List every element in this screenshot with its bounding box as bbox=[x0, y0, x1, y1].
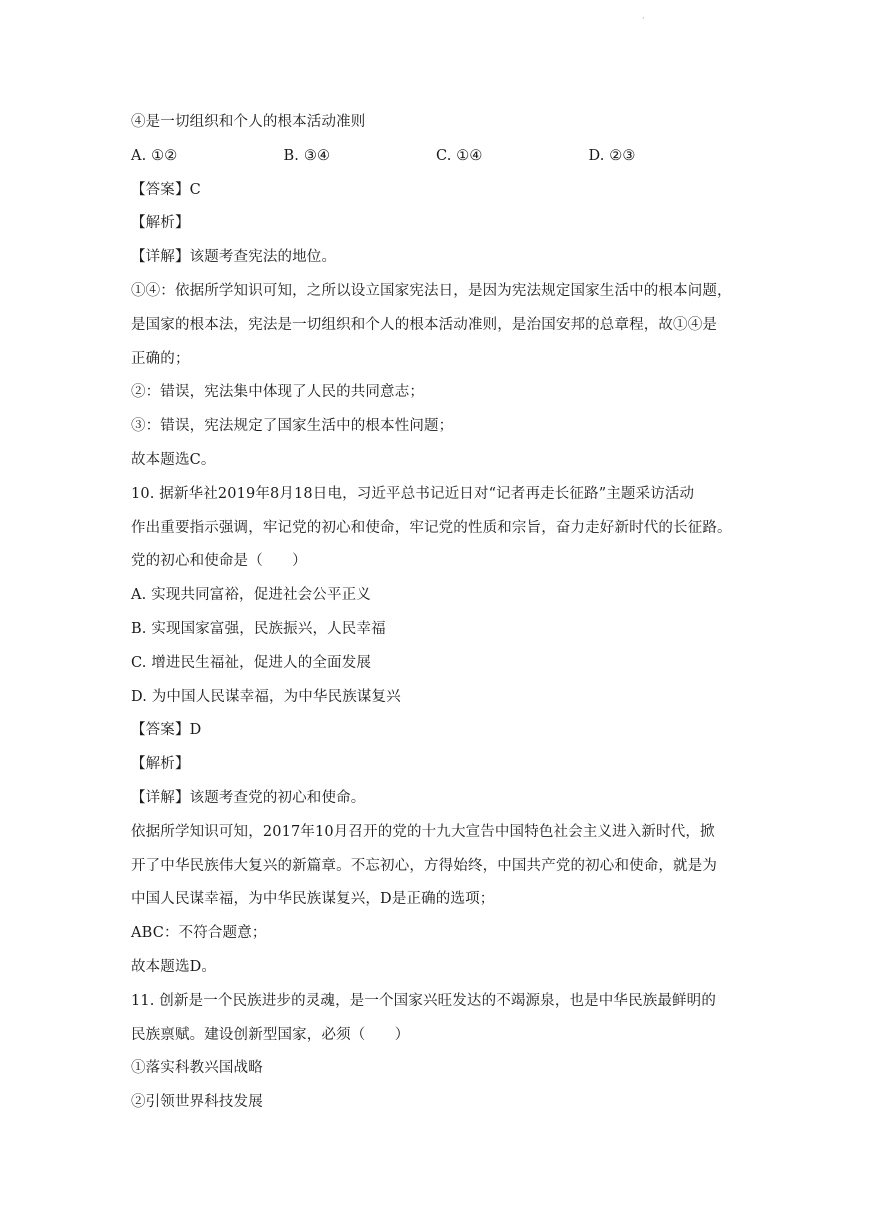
text-line: 【解析】 bbox=[131, 215, 190, 232]
text-line: 【详解】该题考查宪法的地位。 bbox=[131, 249, 337, 266]
text-line: ABC：不符合题意； bbox=[131, 925, 267, 942]
text-line: 是国家的根本法，宪法是一切组织和个人的根本活动准则，是治国安邦的总章程，故①④是 bbox=[131, 316, 717, 333]
text-line: 依据所学知识可知，2017年10月召开的党的十九大宣告中国特色社会主义进入新时代，掀 bbox=[131, 823, 715, 840]
answer-options-row bbox=[131, 140, 741, 174]
text-line: 【答案】C bbox=[131, 181, 201, 198]
text-line: 11. 创新是一个民族进步的灵魂，是一个国家兴旺发达的不竭源泉，也是中华民族最鲜明的 bbox=[131, 992, 716, 1009]
answer-option: B. ③④ bbox=[283, 147, 331, 164]
text-line: 10. 据新华社2019年8月18日电，习近平总书记近日对“记者再走长征路”主题采访活动 bbox=[131, 485, 695, 502]
text-line: 党的初心和使命是（ ） bbox=[131, 553, 307, 570]
text-line: ②：错误，宪法集中体现了人民的共同意志； bbox=[131, 384, 424, 401]
text-line: ①④：依据所学知识可知，之所以设立国家宪法日，是因为宪法规定国家生活中的根本问题， bbox=[131, 282, 732, 299]
answer-option: C. ①④ bbox=[436, 147, 483, 164]
text-line: 【答案】D bbox=[131, 722, 202, 739]
text-line: ①落实科教兴国战略 bbox=[131, 1060, 263, 1077]
text-line: C. 增进民生福祉，促进人的全面发展 bbox=[131, 654, 371, 671]
text-line: 【解析】 bbox=[131, 756, 190, 773]
text-line: 【详解】该题考查党的初心和使命。 bbox=[131, 789, 366, 806]
text-line: A. 实现共同富裕，促进社会公平正义 bbox=[131, 587, 371, 604]
text-line: B. 实现国家富强，民族振兴，人民幸福 bbox=[131, 620, 386, 637]
text-line: 开了中华民族伟大复兴的新篇章。不忘初心，方得始终，中国共产党的初心和使命，就是为 bbox=[131, 857, 717, 874]
text-line: D. 为中国人民谋幸福，为中华民族谋复兴 bbox=[131, 688, 401, 705]
text-line: ④是一切组织和个人的根本活动准则 bbox=[131, 114, 366, 130]
text-line: 中国人民谋幸福，为中华民族谋复兴，D是正确的选项； bbox=[131, 891, 495, 908]
answer-option: A. ①② bbox=[131, 147, 178, 164]
text-line: 故本题选D。 bbox=[131, 958, 217, 975]
text-line: ③：错误，宪法规定了国家生活中的根本性问题； bbox=[131, 418, 454, 435]
document-body bbox=[131, 106, 741, 1120]
text-line: ②引领世界科技发展 bbox=[131, 1094, 263, 1111]
text-line: 故本题选C。 bbox=[131, 451, 216, 468]
text-line: 作出重要指示强调，牢记党的初心和使命，牢记党的性质和宗旨，奋力走好新时代的长征路。 bbox=[131, 519, 732, 536]
text-line: 正确的； bbox=[131, 350, 190, 367]
page-corner-mark: · bbox=[642, 14, 645, 23]
text-line: 民族禀赋。建设创新型国家，必须（ ） bbox=[131, 1026, 410, 1043]
answer-option: D. ②③ bbox=[588, 147, 636, 164]
